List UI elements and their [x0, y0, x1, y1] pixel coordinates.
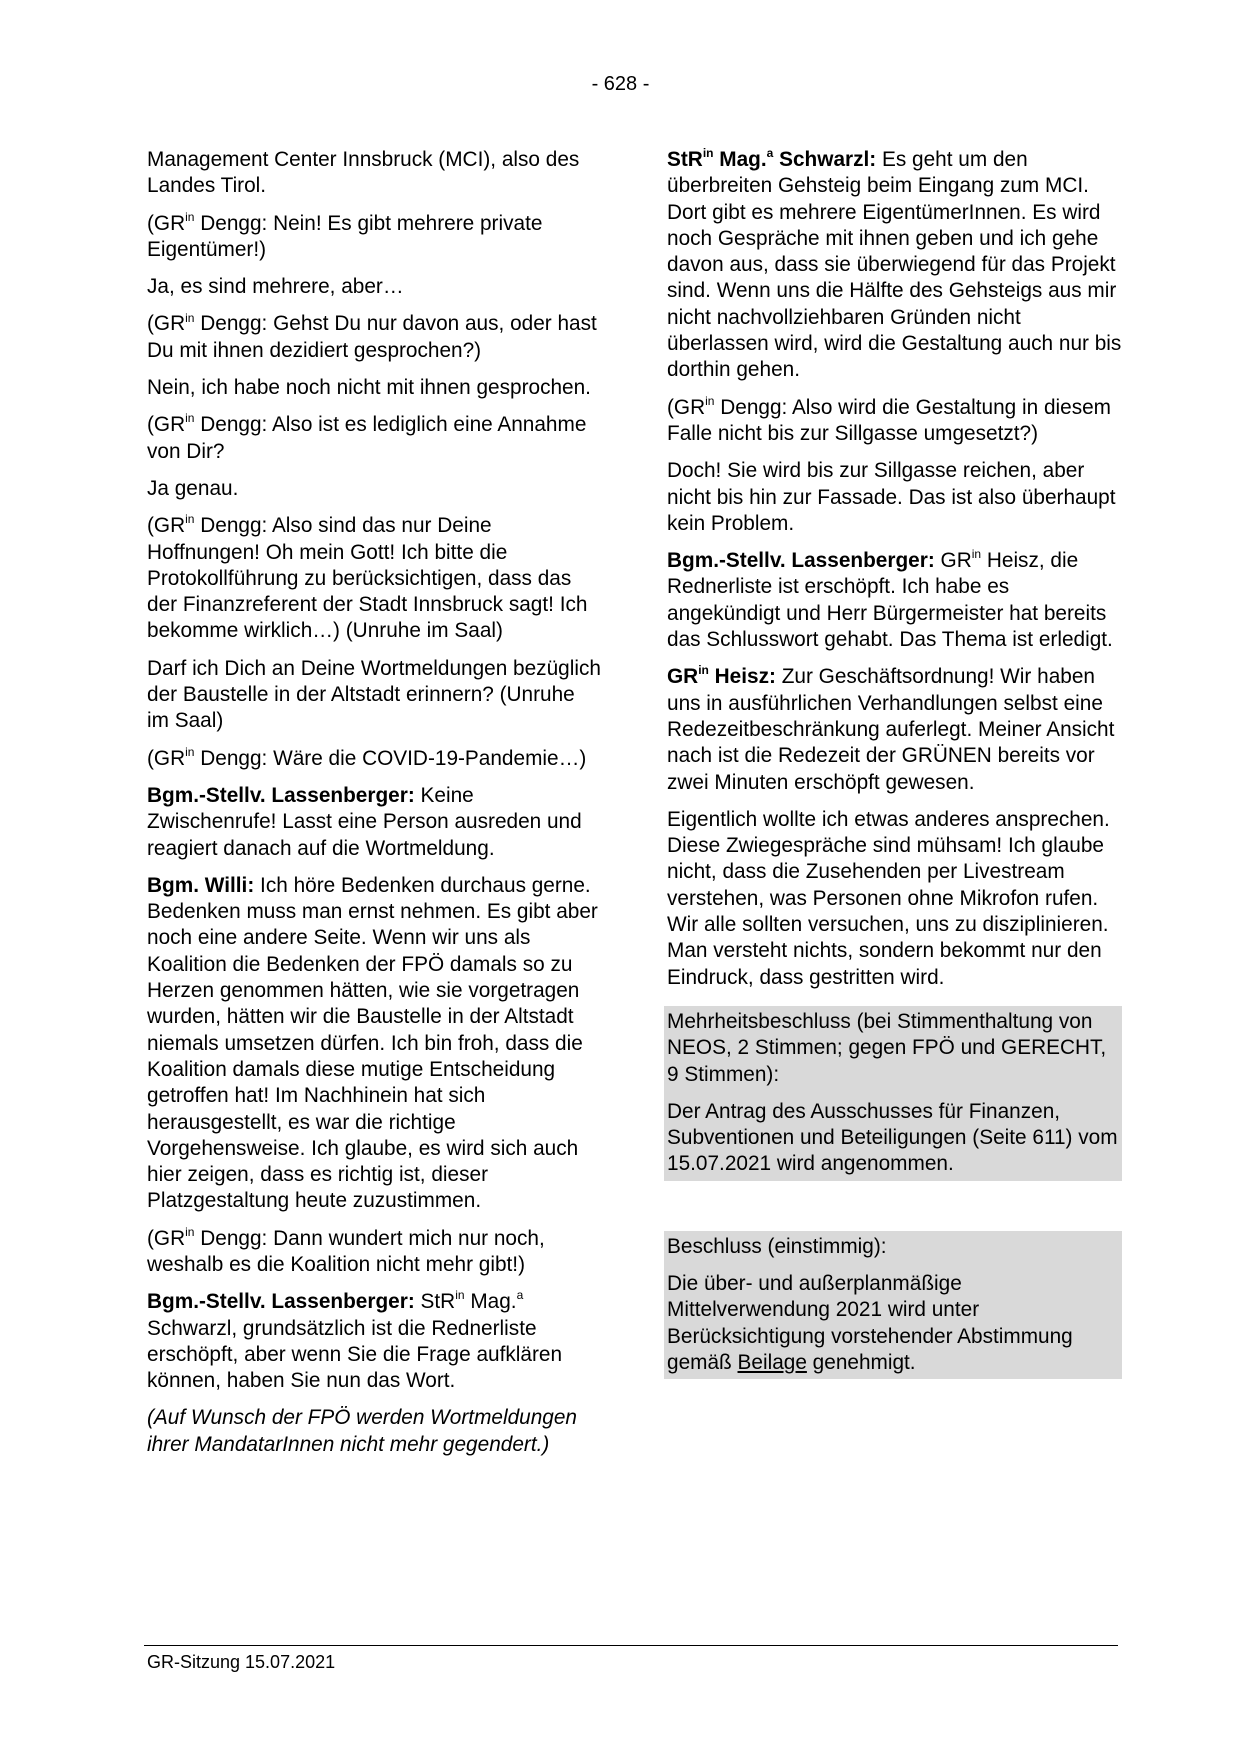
speaker-name: $GR^{in}$ Heisz: — [667, 663, 776, 689]
paragraph: Management Center Innsbruck (MCI), also des Landes Tirol. — [147, 148, 580, 198]
superscript: in — [185, 1224, 195, 1239]
left-column — [147, 147, 602, 1458]
speaker-title: (GR — [147, 514, 186, 538]
speaker-title: (GR — [147, 211, 186, 235]
editorial-note: (Auf Wunsch der FPÖ werden Wortmeldungen ihrer MandatarInnen nicht mehr gegendert.) — [147, 1406, 577, 1456]
interjection — [147, 746, 602, 772]
speech-text: Zur Geschäftsordnung! Wir haben uns in ausführlichen Verhandlungen selbst eine Redezeitbeschränkung auferlegt. Meiner Ansicht nach ist die Redezeit der GRÜNEN bereits vor zwei Minuten erschöpft gewesen. — [667, 665, 1115, 794]
interjection — [667, 395, 1122, 448]
beilage-link[interactable]: Beilage — [737, 1350, 807, 1374]
speaker-title: (GR — [147, 312, 186, 336]
resolution-text — [667, 1271, 1122, 1376]
interjection-text: Dengg: Gehst Du nur davon aus, oder hast Du mit ihnen dezidiert gesprochen?) — [147, 312, 597, 362]
speaker-title: (GR — [147, 1226, 186, 1250]
interjection-text: Dengg: Nein! Es gibt mehrere private Eigentümer!) — [147, 211, 543, 261]
resolution-heading: Beschluss (einstimmig): — [667, 1234, 887, 1258]
speech — [667, 147, 1122, 384]
speech — [147, 1289, 602, 1394]
interjection — [147, 513, 602, 644]
interjection-text: Dengg: Also ist es lediglich eine Annahme von Dir? — [147, 413, 587, 463]
speaker-name: Bgm. Willi: — [147, 873, 255, 897]
interjection-text: Dengg: Also sind das nur Deine Hoffnungen! Oh mein Gott! Ich bitte die Protokollführung zu berücksichtigen, dass das der Finanzreferent der Stadt Innsbruck sagt! Ich bekomme wirklich…) (Unruhe im Saal) — [147, 514, 588, 643]
speech-text: Schwarzl, grundsätzlich ist die Rednerliste erschöpft, aber wenn Sie die Frage aufklären können, haben Sie nun das Wort. — [147, 1316, 563, 1393]
footer-text: GR-Sitzung 15.07.2021 — [147, 1652, 336, 1672]
superscript: in — [185, 512, 195, 527]
speaker-name: Bgm.-Stellv. Lassenberger: — [147, 783, 415, 807]
speech — [147, 873, 602, 1215]
superscript: a — [516, 1288, 524, 1303]
right-column — [667, 147, 1122, 1379]
resolution-box-majority — [664, 1006, 1122, 1181]
paragraph: Ja genau. — [147, 476, 239, 500]
superscript: in — [971, 547, 982, 562]
speech-text: GR — [934, 549, 972, 573]
speech-text: StR — [414, 1290, 456, 1314]
speech — [667, 664, 1122, 795]
speaker-title: (GR — [667, 395, 706, 419]
interjection — [147, 311, 602, 364]
speaker-title: (GR — [147, 746, 186, 770]
paragraph: Nein, ich habe noch nicht mit ihnen gesprochen. — [147, 376, 591, 400]
resolution-text: Der Antrag des Ausschusses für Finanzen, Subventionen und Beteiligungen (Seite 611) vom 15.07.2021 wird angenommen. — [667, 1099, 1118, 1176]
page-number: - 628 - — [591, 73, 650, 95]
speaker-name: StR$^{in}$ Mag.$^a$ Schwarzl: — [667, 146, 877, 171]
speech — [667, 548, 1122, 653]
interjection — [147, 1226, 602, 1279]
paragraph: Darf ich Dich an Deine Wortmeldungen bezüglich der Baustelle in der Altstadt erinnern? (Unruhe im Saal) — [147, 656, 601, 733]
speaker-name: Bgm.-Stellv. Lassenberger: — [147, 1290, 415, 1314]
speech — [147, 783, 602, 862]
interjection — [147, 412, 602, 465]
speech-text: Ich höre Bedenken durchaus gerne. Bedenken muss man ernst nehmen. Es gibt aber noch eine andere Seite. Wenn wir uns als Koalition die Bedenken der FPÖ damals so zu Herzen genommen hätten, wie sie vorgetragen wurden, hätten wir die Baustelle in der Altstadt niemals umsetzen dürfen. Ich bin froh, dass die Koalition damals diese mutige Entscheidung getroffen hat! Im Nachhinein hat sich herausgestellt, es war die richtige Vorgehensweise. Ich glaube, es wird sich auch hier zeigen, dass es richtig ist, dieser Platzgestaltung heute zuzustimmen. — [147, 873, 598, 1213]
resolution-text-part: genehmigt. — [806, 1350, 916, 1374]
superscript: in — [705, 393, 715, 408]
speech-text: Es geht um den überbreiten Gehsteig beim Eingang zum MCI. Dort gibt es mehrere EigentümerInnen. Es wird noch Gespräche mit ihnen geben und ich gehe davon aus, dass sie überwiegend für das Projekt sind. Wenn uns die Hälfte des Gehsteigs aus mir nicht nachvollziehbaren Gründen nicht überlassen wird, wird die Gestaltung auch nur bis dorthin gehen. — [667, 148, 1122, 382]
superscript: in — [185, 310, 195, 325]
speech-text: Heisz, die Rednerliste ist erschöpft. Ich habe es angekündigt und Herr Bürgermeister hat bereits das Schlusswort gehabt. Das Thema ist erledigt. — [667, 549, 1113, 652]
superscript: in — [455, 1288, 465, 1303]
interjection-text: Dengg: Wäre die COVID-19-Pandemie…) — [194, 746, 587, 770]
superscript: in — [185, 209, 195, 224]
resolution-box-unanimous — [664, 1231, 1122, 1379]
interjection-text: Dengg: Dann wundert mich nur noch, weshalb es die Koalition nicht mehr gibt!) — [147, 1226, 545, 1276]
speaker-name: Bgm.-Stellv. Lassenberger: — [667, 549, 935, 573]
resolution-heading: Mehrheitsbeschluss (bei Stimmenthaltung von NEOS, 2 Stimmen; gegen FPÖ und GERECHT, 9 Stimmen): — [667, 1009, 1107, 1086]
resolution-text-part: Die über- und außerplanmäßige Mittelverwendung 2021 wird unter Berücksichtigung vorstehender Abstimmung gemäß — [667, 1271, 1073, 1374]
speech-text: Keine Zwischenrufe! Lasst eine Person ausreden und reagiert danach auf die Wortmeldung. — [147, 783, 582, 860]
paragraph: Doch! Sie wird bis zur Sillgasse reichen, aber nicht bis hin zur Fassade. Das ist also überhaupt kein Problem. — [667, 459, 1116, 535]
superscript: in — [185, 744, 195, 759]
footer-divider — [144, 1645, 1118, 1646]
interjection-text: Dengg: Also wird die Gestaltung in diesem Falle nicht bis zur Sillgasse umgesetzt?) — [667, 395, 1111, 445]
speech-text: Mag. — [464, 1290, 517, 1314]
interjection — [147, 211, 602, 264]
paragraph: Ja, es sind mehrere, aber… — [147, 275, 404, 299]
speaker-title: (GR — [147, 413, 186, 437]
superscript: in — [185, 411, 195, 426]
paragraph: Eigentlich wollte ich etwas anderes ansprechen. Diese Zwiegespräche sind mühsam! Ich glaube nicht, dass die Zusehenden per Livestream verstehen, was Personen ohne Mikrofon rufen. Wir alle sollten versuchen, uns zu disziplinieren. Man versteht nichts, sondern bekommt nur den Eindruck, dass gestritten wird. — [667, 807, 1110, 989]
